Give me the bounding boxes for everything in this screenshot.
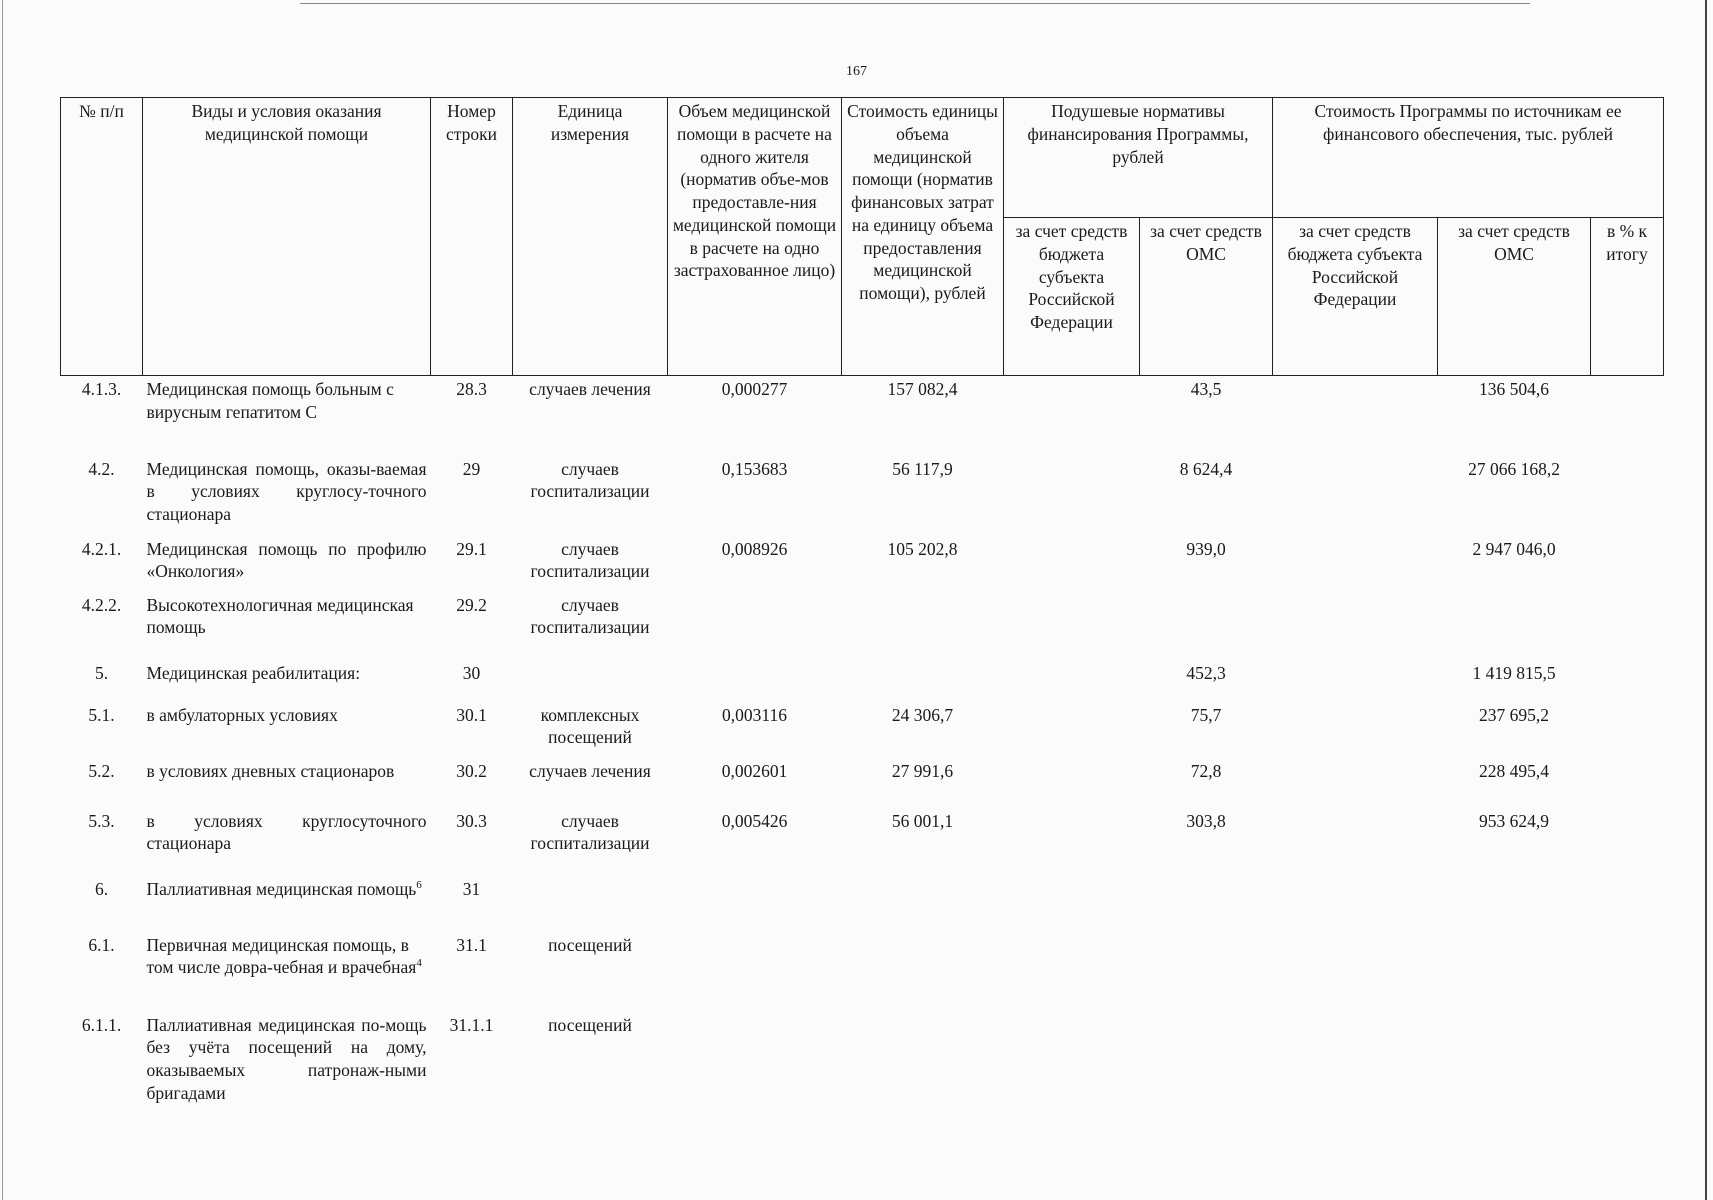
row-program-budget — [1273, 536, 1438, 592]
row-volume: 0,000277 — [721, 379, 788, 399]
row-per-capita-oms: 939,0 — [1186, 538, 1226, 559]
row-program-oms: 237 695,2 — [1479, 704, 1549, 725]
row-percent — [1591, 702, 1664, 758]
row-num: 4.2. — [88, 458, 115, 479]
row-cost: 27 991,6 — [891, 760, 954, 781]
row-num: 5.3. — [88, 810, 115, 831]
row-program-budget — [1273, 592, 1438, 660]
row-unit: случаев госпитализации — [530, 594, 650, 638]
row-program-budget — [1273, 876, 1438, 932]
table-row — [61, 808, 1664, 876]
row-percent — [1591, 876, 1664, 932]
table-row — [61, 876, 1664, 932]
row-num: 4.2.1. — [81, 538, 122, 559]
row-volume — [668, 932, 842, 1012]
row-name: в условиях дневных стационаров — [146, 760, 395, 781]
table-row — [61, 660, 1664, 702]
table-row — [61, 932, 1664, 1012]
scan-edge-right — [1705, 0, 1707, 1200]
page-number: 167 — [846, 64, 867, 79]
row-program-oms — [1438, 876, 1591, 932]
header-per-capita: Подушевые нормативы финансирования Программы, рублей — [1004, 98, 1273, 218]
row-number: 31.1 — [456, 934, 487, 955]
row-program-budget — [1273, 808, 1438, 876]
row-cost: 56 117,9 — [892, 458, 953, 479]
row-percent — [1591, 592, 1664, 660]
header-sub-prog-budget: за счет средств бюджета субъекта Российской Федерации — [1273, 218, 1438, 376]
row-cost: 56 001,1 — [891, 810, 954, 831]
table-row — [61, 702, 1664, 758]
row-program-budget — [1273, 376, 1438, 456]
row-per-capita-budget — [1004, 702, 1140, 758]
row-volume: 0,153683 — [721, 458, 788, 479]
row-percent — [1591, 376, 1664, 456]
row-number: 30.1 — [456, 704, 487, 725]
row-volume: 0,008926 — [721, 538, 788, 559]
row-name-text: Первичная медицинская помощь, в том числе довра-чебная и врачебная — [146, 934, 417, 978]
row-cost — [842, 1012, 1004, 1112]
row-percent — [1591, 758, 1664, 808]
footnote-mark: 4 — [416, 957, 422, 970]
row-volume — [668, 876, 842, 932]
row-per-capita-budget — [1004, 660, 1140, 702]
row-unit: случаев госпитализации — [530, 810, 650, 854]
row-per-capita-oms: 72,8 — [1190, 760, 1222, 781]
row-unit — [513, 660, 668, 702]
row-cost — [842, 592, 1004, 660]
row-per-capita-oms: 8 624,4 — [1179, 458, 1233, 479]
table-header — [61, 98, 1664, 376]
row-cost — [842, 876, 1004, 932]
header-volume: Объем медицинской помощи в расчете на одного жителя (норматив объе-мов предоставле-ния медицинской помощи в расчете на одно застрахованное лицо) — [668, 98, 842, 376]
row-program-oms — [1438, 592, 1591, 660]
row-per-capita-budget — [1004, 932, 1140, 1012]
header-sub-budget: за счет средств бюджета субъекта Российской Федерации — [1004, 218, 1140, 376]
row-cost: 105 202,8 — [887, 538, 958, 559]
row-num: 6. — [94, 878, 109, 899]
row-program-oms — [1438, 1012, 1591, 1112]
row-name — [143, 876, 431, 932]
row-volume: 0,003116 — [722, 704, 787, 725]
row-per-capita-budget — [1004, 456, 1140, 536]
footnote-mark: 6 — [416, 878, 422, 891]
row-program-oms: 228 495,4 — [1479, 760, 1549, 781]
row-name: Высокотехнологичная медицинская помощь — [146, 594, 414, 638]
table-row — [61, 536, 1664, 592]
row-program-oms: 2 947 046,0 — [1472, 538, 1556, 559]
row-num: 5.2. — [88, 760, 115, 781]
row-per-capita-budget — [1004, 376, 1140, 456]
row-cost: 24 306,7 — [891, 704, 954, 725]
table-row — [61, 1012, 1664, 1112]
row-per-capita-budget — [1004, 536, 1140, 592]
header-sub-oms: за счет средств ОМС — [1140, 218, 1273, 376]
row-program-budget — [1273, 1012, 1438, 1112]
header-program-cost: Стоимость Программы по источникам ее финансового обеспечения, тыс. рублей — [1273, 98, 1664, 218]
row-cost — [842, 660, 1004, 702]
row-unit: случаев госпитализации — [530, 458, 650, 502]
row-name: в амбулаторных условиях — [146, 704, 338, 725]
row-unit: случаев госпитализации — [530, 538, 650, 582]
row-per-capita-oms: 303,8 — [1186, 810, 1226, 831]
row-program-budget — [1273, 702, 1438, 758]
row-number: 29.2 — [456, 594, 487, 615]
row-percent — [1591, 456, 1664, 536]
row-per-capita-oms — [1140, 1012, 1273, 1112]
table-row — [61, 376, 1664, 456]
row-program-budget — [1273, 660, 1438, 702]
row-num: 5. — [94, 662, 109, 683]
row-per-capita-budget — [1004, 808, 1140, 876]
financing-table — [60, 97, 1664, 1112]
row-number: 31.1.1 — [449, 1014, 494, 1035]
row-volume: 0,002601 — [721, 760, 788, 781]
row-number: 31 — [462, 878, 481, 899]
row-number: 30.2 — [456, 760, 487, 781]
row-unit: случаев лечения — [529, 760, 651, 781]
row-name-text: Паллиативная медицинская помощь — [146, 878, 417, 899]
row-volume — [668, 1012, 842, 1112]
row-number: 29 — [462, 458, 481, 479]
row-cost: 157 082,4 — [887, 379, 958, 399]
row-volume: 0,005426 — [721, 810, 788, 831]
header-kinds: Виды и условия оказания медицинской помощи — [143, 98, 431, 376]
row-name: Медицинская помощь по профилю «Онкология» — [146, 538, 427, 582]
row-per-capita-oms: 452,3 — [1186, 662, 1226, 683]
row-unit — [513, 876, 668, 932]
row-percent — [1591, 536, 1664, 592]
row-program-budget — [1273, 932, 1438, 1012]
row-name — [143, 932, 431, 1012]
header-num: № п/п — [61, 98, 143, 376]
row-volume — [668, 592, 842, 660]
row-unit: посещений — [548, 934, 632, 955]
row-per-capita-budget — [1004, 876, 1140, 932]
scan-edge-top — [300, 3, 1530, 4]
row-volume — [668, 660, 842, 702]
row-per-capita-budget — [1004, 1012, 1140, 1112]
row-name: Медицинская помощь, оказы-ваемая в условиях круглосу-точного стационара — [146, 458, 427, 524]
row-name: Паллиативная медицинская по-мощь без учёта посещений на дому, оказываемых патронаж-ными бригадами — [146, 1014, 427, 1103]
row-name: Медицинская помощь больным с вирусным гепатитом С — [146, 379, 394, 422]
table-row — [61, 592, 1664, 660]
row-num: 6.1.1. — [81, 1014, 122, 1035]
row-program-oms: 136 504,6 — [1479, 379, 1549, 399]
header-cost: Стоимость единицы объема медицинской помощи (норматив финансовых затрат на единицу объема предоставления медицинской помощи), рублей — [842, 98, 1004, 376]
row-number: 30 — [462, 662, 481, 683]
table-row — [61, 456, 1664, 536]
header-row-number: Номер строки — [431, 98, 513, 376]
row-program-budget — [1273, 456, 1438, 536]
row-per-capita-oms — [1140, 876, 1273, 932]
row-program-budget — [1273, 758, 1438, 808]
row-program-oms: 27 066 168,2 — [1468, 458, 1560, 479]
scan-edge-left — [2, 0, 3, 1200]
row-percent — [1591, 808, 1664, 876]
row-number: 28.3 — [456, 379, 487, 399]
row-num: 5.1. — [88, 704, 115, 725]
row-number: 29.1 — [456, 538, 487, 559]
table-row — [61, 758, 1664, 808]
row-per-capita-oms — [1140, 932, 1273, 1012]
row-percent — [1591, 1012, 1664, 1112]
row-percent — [1591, 932, 1664, 1012]
row-per-capita-budget — [1004, 592, 1140, 660]
row-num: 4.2.2. — [81, 594, 122, 615]
row-percent — [1591, 660, 1664, 702]
row-unit: посещений — [548, 1014, 632, 1035]
table-body — [61, 376, 1664, 1112]
row-program-oms: 953 624,9 — [1479, 810, 1549, 831]
row-per-capita-oms: 43,5 — [1190, 379, 1222, 399]
row-num: 4.1.3. — [81, 379, 122, 399]
row-per-capita-oms: 75,7 — [1190, 704, 1222, 725]
row-program-oms: 1 419 815,5 — [1472, 662, 1556, 683]
row-program-oms — [1438, 932, 1591, 1012]
row-per-capita-budget — [1004, 758, 1140, 808]
row-unit: комплексных посещений — [540, 704, 640, 748]
header-sub-prog-oms: за счет средств ОМС — [1438, 218, 1591, 376]
row-per-capita-oms — [1140, 592, 1273, 660]
row-unit: случаев лечения — [529, 379, 651, 399]
row-num: 6.1. — [88, 934, 115, 955]
row-name: Медицинская реабилитация: — [146, 662, 361, 683]
row-number: 30.3 — [456, 810, 487, 831]
header-unit: Единица измерения — [513, 98, 668, 376]
row-name: в условиях круглосуточного стационара — [146, 810, 427, 854]
row-cost — [842, 932, 1004, 1012]
header-sub-percent: в % к итогу — [1591, 218, 1664, 376]
